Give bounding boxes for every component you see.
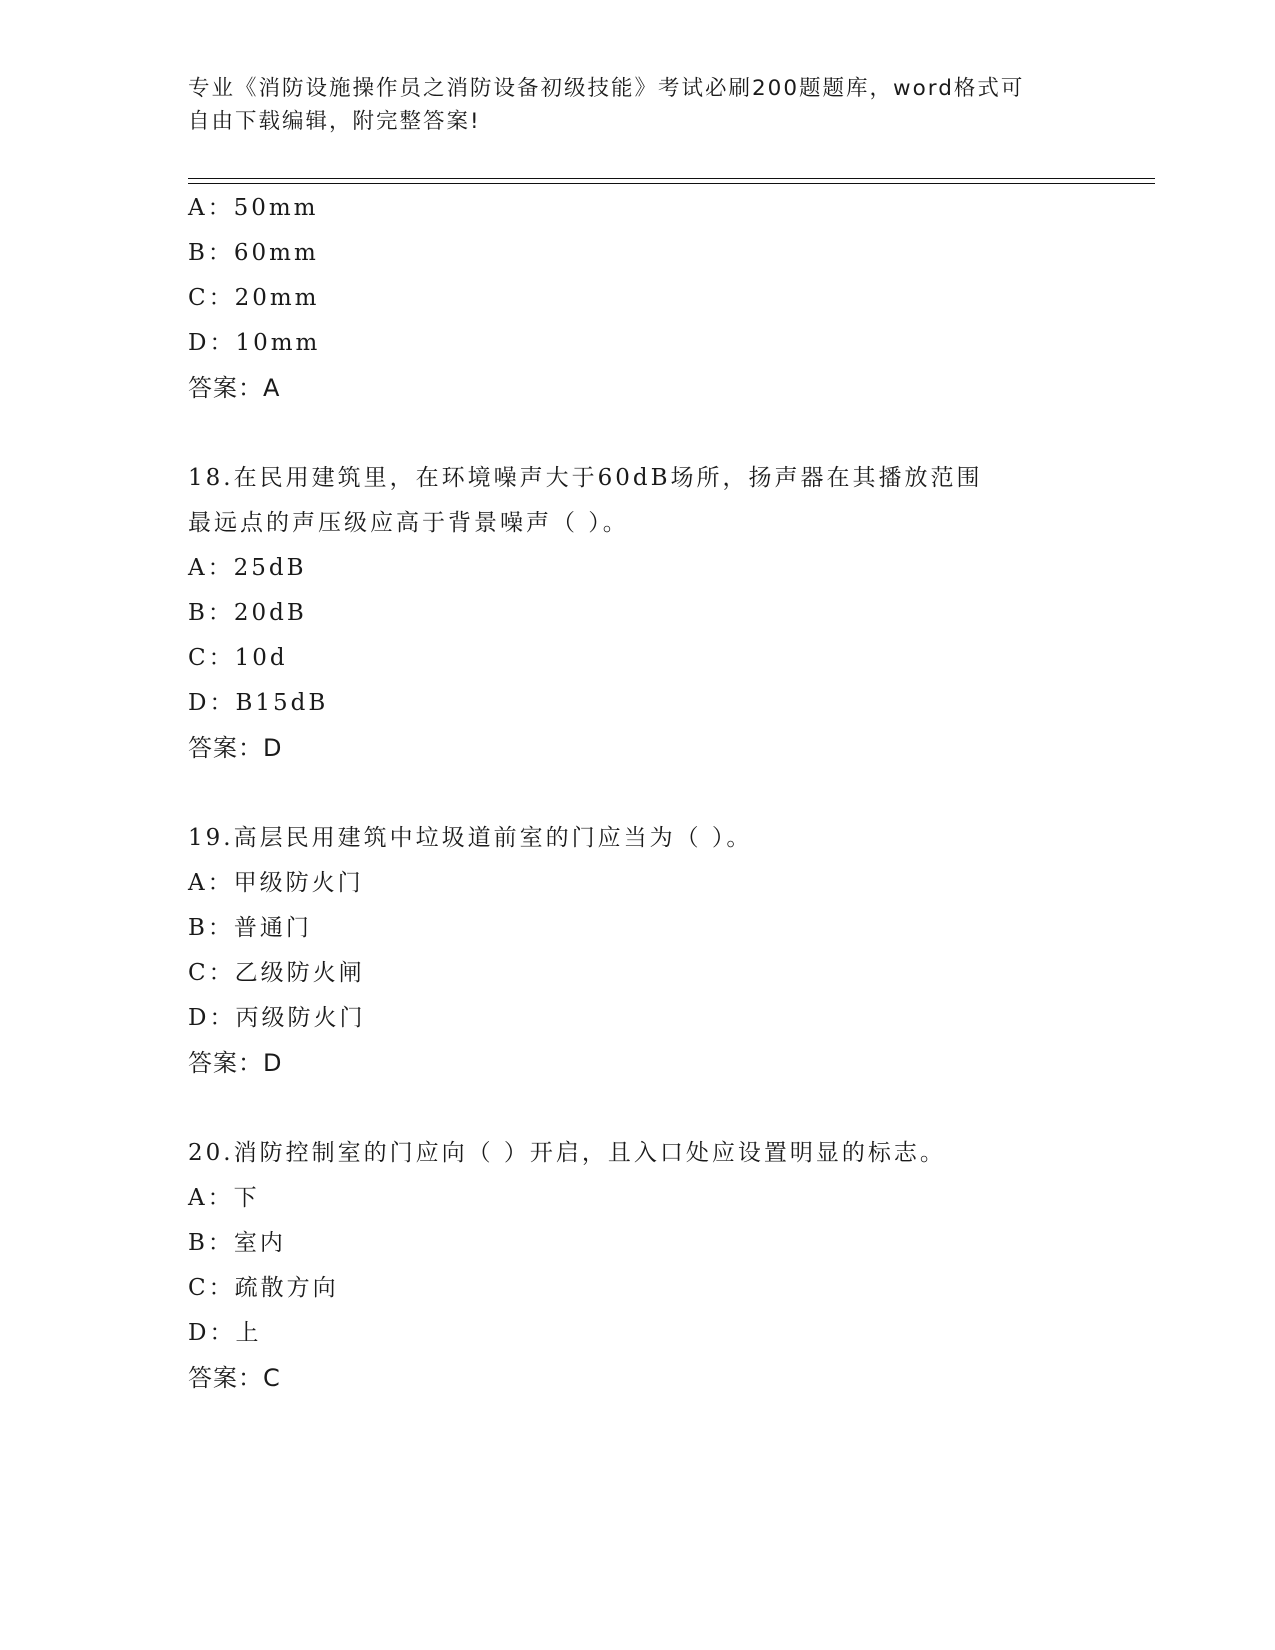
q19-option-c: C：乙级防火闸 [188, 960, 365, 986]
q17-option-b: B：60mm [188, 240, 319, 266]
q17-option-d: D：10mm [188, 330, 321, 356]
document-header [188, 72, 1068, 138]
q20-option-a: A：下 [188, 1185, 260, 1211]
q20-option-b: B：室内 [188, 1230, 286, 1256]
q17-answer: 答案：A [188, 374, 281, 402]
q20-answer: 答案：C [188, 1364, 281, 1392]
q18-option-b: B：20dB [188, 600, 307, 626]
q18-stem-line-1: 18.在民用建筑里，在环境噪声大于60dB场所，扬声器在其播放范围 [188, 465, 983, 491]
q20-option-c: C：疏散方向 [188, 1275, 339, 1301]
header-divider-top [188, 178, 1155, 179]
q18-answer: 答案：D [188, 734, 283, 762]
q17-option-a: A：50mm [188, 195, 319, 221]
q18-option-a: A：25dB [188, 555, 307, 581]
q18-stem-line-2: 最远点的声压级应高于背景噪声（ ）。 [188, 510, 629, 536]
q19-answer: 答案：D [188, 1049, 283, 1077]
q19-option-b: B：普通门 [188, 915, 312, 941]
q18-option-c: C：10d [188, 645, 288, 671]
q20-stem: 20.消防控制室的门应向（ ）开启，且入口处应设置明显的标志。 [188, 1140, 946, 1166]
q20-option-d: D：上 [188, 1320, 262, 1346]
header-divider-bottom [188, 183, 1155, 184]
q19-option-a: A：甲级防火门 [188, 870, 364, 896]
q17-option-c: C：20mm [188, 285, 320, 311]
header-line-1: 专业《消防设施操作员之消防设备初级技能》考试必刷200题题库，word格式可 [188, 76, 1025, 101]
q19-option-d: D：丙级防火门 [188, 1005, 366, 1031]
header-line-2: 自由下载编辑，附完整答案! [188, 109, 481, 134]
q19-stem: 19.高层民用建筑中垃圾道前室的门应当为（ ）。 [188, 825, 753, 851]
q18-option-d: D：B15dB [188, 690, 329, 716]
